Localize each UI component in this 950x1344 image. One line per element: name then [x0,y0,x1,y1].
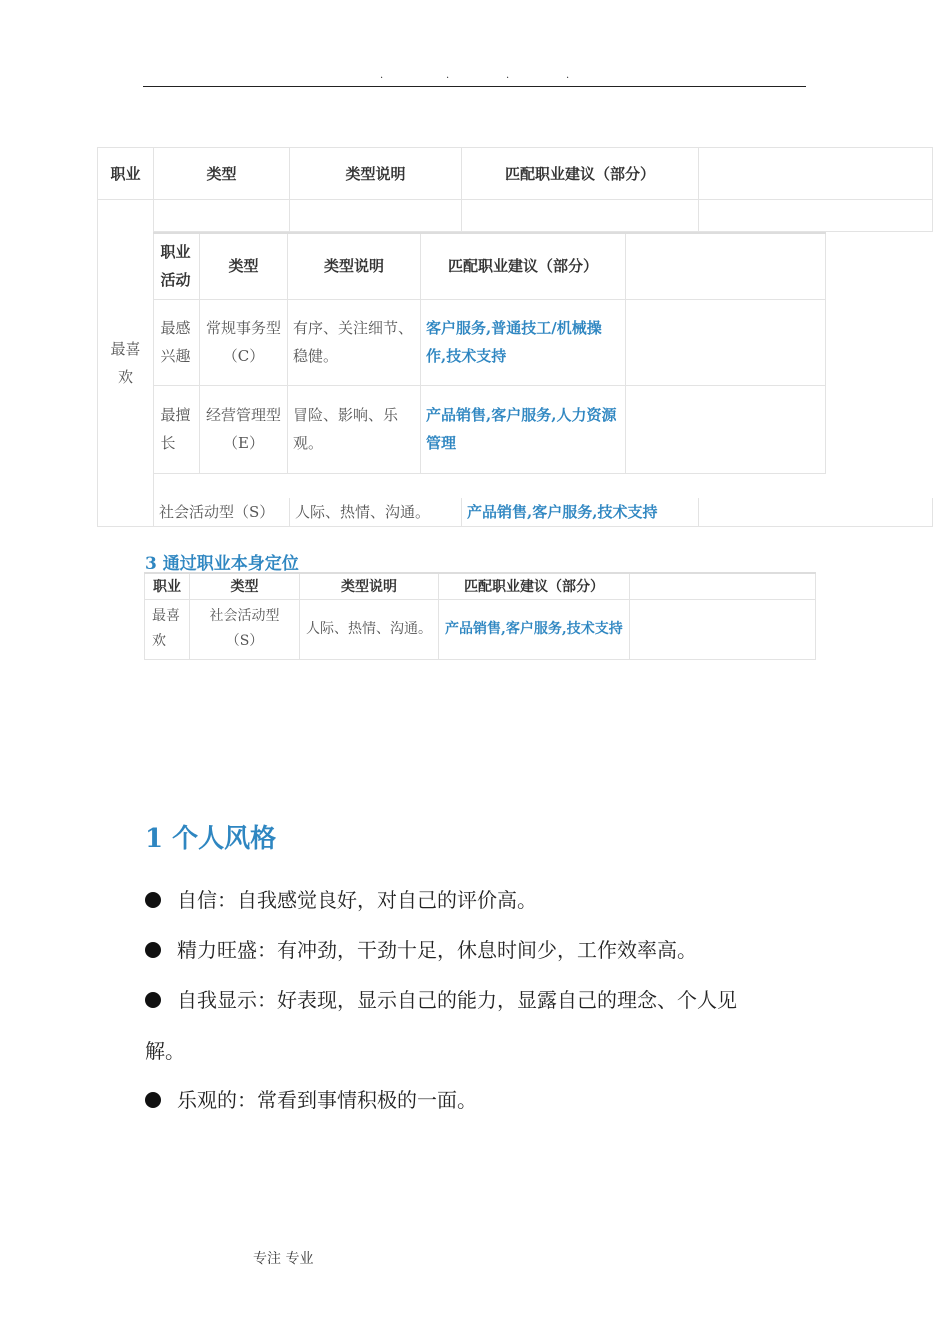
outer-bottom-desc: 人际、热情、沟通。 [295,502,431,521]
s3-row-type: 社会活动型（S） [209,608,280,649]
inner-row-type: 常规事务型（C） [205,319,281,365]
inner-header-desc: 类型说明 [323,257,384,276]
bullet-text: 乐观的：常看到事情积极的一面。 [177,1088,477,1112]
table-row [145,599,816,659]
inner-row-jobs: 产品销售,客户服务,人力资源管理 [426,406,617,452]
table-row [154,385,826,473]
header-dot: . [380,70,384,81]
bullet-text: 自我显示：好表现，显示自己的能力，显露自己的理念、个人见 [177,988,737,1012]
s3-row-desc: 人际、热情、沟通。 [306,620,432,637]
bullet-icon [145,992,161,1008]
header-rule [143,86,806,87]
inner-row-desc: 冒险、影响、乐观。 [293,406,399,452]
bullet-icon [145,1092,161,1108]
s3-header-type: 类型 [230,579,259,596]
table-row [154,299,826,385]
inner-career-table [153,232,826,474]
header-dot: . [446,70,450,81]
bullet-icon [145,892,161,908]
section3-table [144,572,816,660]
outer-bottom-type: 社会活动型（S） [159,502,275,521]
header-dot: . [566,70,570,81]
inner-row-label: 最擅长 [160,406,191,452]
bullet-continuation: 解。 [145,1039,185,1063]
inner-header-type: 类型 [228,257,259,276]
s3-row-label: 最喜欢 [152,608,180,649]
inner-row-label: 最感兴趣 [160,319,191,365]
bullet-icon [145,942,161,958]
footer-text: 专注 专业 [253,1251,314,1267]
list-item [145,934,697,963]
section3-title: 3 通过职业本身定位 [145,554,299,574]
list-item [145,984,737,1013]
outer-row-label: 最喜欢 [110,339,141,386]
inner-header-activity: 职业活动 [160,243,191,290]
inner-row-desc: 有序、关注细节、稳健。 [293,319,414,365]
inner-row-jobs: 客户服务,普通技工/机械操作,技术支持 [426,319,602,365]
outer-bottom-jobs: 产品销售,客户服务,技术支持 [467,502,658,521]
outer-header-career: 职业 [110,164,141,183]
s3-header-desc: 类型说明 [341,579,397,596]
bullet-text: 精力旺盛：有冲劲，干劲十足，休息时间少，工作效率高。 [177,938,697,962]
list-item [145,1084,477,1113]
section1-title: 1 个人风格 [145,824,277,854]
inner-row-type: 经营管理型（E） [205,406,281,452]
list-item [145,884,537,913]
bullet-text: 自信：自我感觉良好，对自己的评价高。 [177,888,537,912]
s3-row-jobs: 产品销售,客户服务,技术支持 [445,620,623,637]
outer-header-jobs: 匹配职业建议（部分） [504,164,655,183]
outer-header-desc: 类型说明 [345,164,406,183]
header-dot: . [506,70,510,81]
outer-header-type: 类型 [206,164,237,183]
inner-header-jobs: 匹配职业建议（部分） [447,257,598,276]
s3-header-jobs: 匹配职业建议（部分） [464,579,604,596]
s3-header-career: 职业 [153,579,181,596]
